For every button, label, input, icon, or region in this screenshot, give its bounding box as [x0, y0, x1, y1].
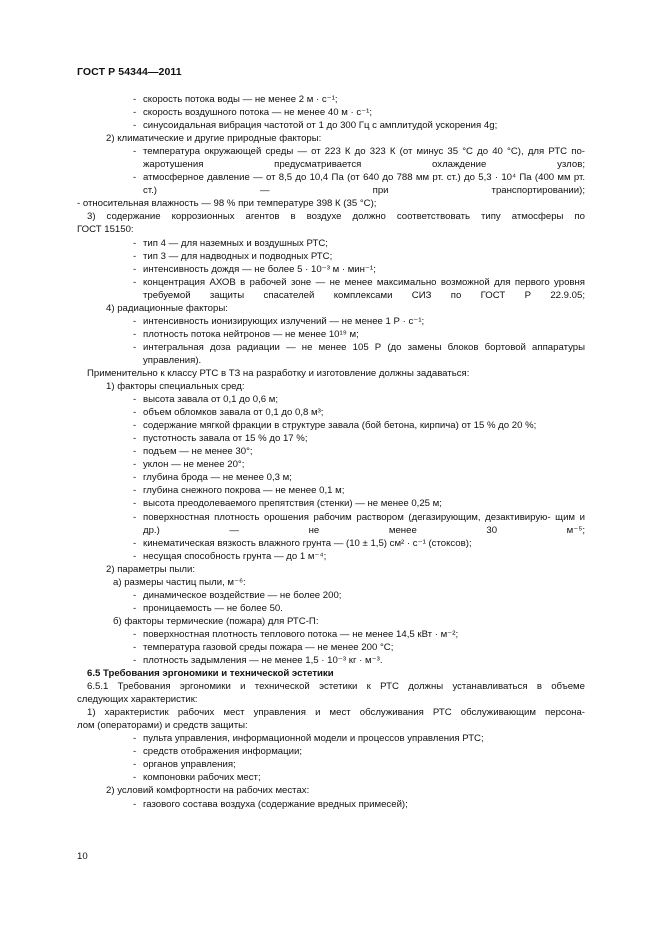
text-line: следующих характеристик: — [77, 694, 198, 706]
text-line: - относительная влажность — 98 % при температуре 398 К (35 °С); — [77, 198, 377, 210]
bullet-text: динамическое воздействие — не более 200; — [143, 589, 342, 601]
text-line: 1) факторы специальных сред: — [106, 381, 245, 393]
bullet-text: глубина брода — не менее 0,3 м; — [143, 472, 292, 484]
bullet-text: атмосферное давление — от 8,5 до 10,4 Па (от 640 до 788 мм рт. ст.) до 5,3 · 10⁴ Па (400 мм рт. ст.) — при транспортировании); — [143, 172, 585, 197]
dash-marker: - — [133, 250, 137, 262]
bullet-line — [77, 641, 585, 654]
bullet-line — [77, 589, 585, 602]
bullet-text: высота завала от 0,1 до 0,6 м; — [143, 394, 279, 406]
bullet-text: тип 4 — для наземных и воздушных РТС; — [143, 237, 328, 249]
bullet-text: тип 3 — для надводных и подводных РТС; — [143, 250, 333, 262]
bullet-line — [77, 328, 585, 341]
bullet-text: пульта управления, информационной модели и процессов управления РТС; — [143, 733, 484, 745]
dash-marker: - — [133, 146, 137, 158]
document-header: ГОСТ Р 54344—2011 — [77, 66, 182, 78]
bullet-line — [77, 445, 585, 458]
text-line: 6.5.1 Требования эргономики и технической эстетики к РТС должны устанавливаться в объеме — [87, 681, 585, 693]
bullet-text: поверхностная плотность теплового потока — не менее 14,5 кВт · м⁻²; — [143, 628, 459, 640]
dash-marker: - — [133, 733, 137, 745]
text-line: 2) климатические и другие природные факторы: — [106, 133, 322, 145]
bullet-line — [77, 484, 585, 497]
dash-marker: - — [133, 107, 137, 119]
bullet-line — [77, 432, 585, 445]
dash-marker: - — [133, 628, 137, 640]
dash-marker: - — [133, 341, 137, 353]
bullet-text: интенсивность ионизирующих излучений — не менее 1 Р · с⁻¹; — [143, 315, 425, 327]
bullet-line — [77, 798, 585, 811]
dash-marker: - — [133, 420, 137, 432]
bullet-text: высота преодолеваемого препятствия (стенки) — не менее 0,25 м; — [143, 498, 442, 510]
bullet-text: интегральная доза радиации — не менее 105 Р (до замены блоков бортовой аппаратуры управления). — [143, 341, 585, 366]
bullet-line — [77, 276, 585, 302]
dash-marker: - — [133, 511, 137, 523]
bullet-text: поверхностная плотность орошения рабочим раствором (дегазирующим, дезактивирую- щим и др.) — не менее 30 м⁻⁵; — [143, 511, 585, 536]
bullet-line — [77, 393, 585, 406]
dash-marker: - — [133, 446, 137, 458]
dash-marker: - — [133, 472, 137, 484]
dash-marker: - — [133, 328, 137, 340]
bullet-text: проницаемость — не более 50. — [143, 602, 283, 614]
dash-marker: - — [133, 276, 137, 288]
dash-marker: - — [133, 485, 137, 497]
page-number: 10 — [77, 851, 88, 862]
bullet-line — [77, 119, 585, 132]
bullet-line — [77, 237, 585, 250]
bullet-text: кинематическая вязкость влажного грунта — (10 ± 1,5) см² · с⁻¹ (стоксов); — [143, 537, 472, 549]
bullet-text: температура окружающей среды — от 223 К до 323 К (от минус 35 °С до 40 °С), для РТС по- жаротушения предусматривается охлаждение узлов; — [143, 146, 585, 171]
bullet-line — [77, 654, 585, 667]
bullet-line — [77, 315, 585, 328]
bullet-text: концентрация АХОВ в рабочей зоне — не менее максимально возможной для первого уровня требуемой защиты спасателей комплексами СИЗ по ГОСТ Р 22.9.05; — [143, 276, 585, 301]
bullet-text: плотность задымления — не менее 1,5 · 10⁻³ кг · м⁻³. — [143, 655, 383, 667]
dash-marker: - — [133, 172, 137, 184]
dash-marker: - — [133, 237, 137, 249]
bullet-text: глубина снежного покрова — не менее 0,1 м; — [143, 485, 345, 497]
text-line: 1) характеристик рабочих мест управления и мест обслуживания РТС обслуживающим персона- — [87, 707, 585, 719]
bullet-line — [77, 628, 585, 641]
bullet-text: скорость потока воды — не менее 2 м · с⁻¹; — [143, 94, 338, 105]
dash-marker: - — [133, 94, 137, 105]
text-line: 6.5 Требования эргономики и технической эстетики — [87, 668, 334, 680]
dash-marker: - — [133, 641, 137, 653]
dash-marker: - — [133, 433, 137, 445]
dash-marker: - — [133, 394, 137, 406]
bullet-line — [77, 250, 585, 263]
dash-marker: - — [133, 602, 137, 614]
bullet-line — [77, 406, 585, 419]
bullet-text: синусоидальная вибрация частотой от 1 до 300 Гц с амплитудой ускорения 4g; — [143, 120, 498, 132]
bullet-text: компоновки рабочих мест; — [143, 772, 261, 784]
bullet-line — [77, 732, 585, 745]
bullet-line — [77, 745, 585, 758]
dash-marker: - — [133, 498, 137, 510]
dash-marker: - — [133, 315, 137, 327]
bullet-text: объем обломков завала от 0,1 до 0,8 м³; — [143, 407, 324, 419]
bullet-text: пустотность завала от 15 % до 17 %; — [143, 433, 308, 445]
bullet-text: температура газовой среды пожара — не менее 200 °С; — [143, 641, 394, 653]
bullet-line — [77, 550, 585, 563]
bullet-line — [77, 497, 585, 510]
dash-marker: - — [133, 589, 137, 601]
bullet-line — [77, 471, 585, 484]
bullet-line — [77, 263, 585, 276]
text-line: а) размеры частиц пыли, м⁻⁶: — [113, 576, 246, 588]
dash-marker: - — [133, 759, 137, 771]
text-line: 2) условий комфортности на рабочих местах: — [106, 785, 310, 797]
bullet-text: уклон — не менее 20°; — [143, 459, 245, 471]
dash-marker: - — [133, 798, 137, 810]
bullet-line — [77, 511, 585, 537]
bullet-text: несущая способность грунта — до 1 м⁻⁴; — [143, 550, 327, 562]
bullet-line — [77, 537, 585, 550]
document-body — [77, 93, 585, 811]
bullet-line — [77, 106, 585, 119]
bullet-text: средств отображения информации; — [143, 746, 303, 758]
bullet-line — [77, 171, 585, 197]
text-line: б) факторы термические (пожара) для РТС-П: — [113, 615, 319, 627]
bullet-line — [77, 771, 585, 784]
dash-marker: - — [133, 120, 137, 132]
dash-marker: - — [133, 772, 137, 784]
dash-marker: - — [133, 263, 137, 275]
bullet-text: плотность потока нейтронов — не менее 10¹⁹ м; — [143, 328, 359, 340]
bullet-line — [77, 758, 585, 771]
bullet-line — [77, 419, 585, 432]
bullet-text: скорость воздушного потока — не менее 40 м · с⁻¹; — [143, 107, 373, 119]
bullet-line — [77, 93, 585, 106]
text-line: 4) радиационные факторы: — [106, 302, 228, 314]
bullet-text: интенсивность дождя — не более 5 · 10⁻³ м · мин⁻¹; — [143, 263, 376, 275]
text-line: 2) параметры пыли: — [106, 563, 196, 575]
dash-marker: - — [133, 655, 137, 667]
text-line: лом (операторами) и средств защиты: — [77, 720, 248, 732]
dash-marker: - — [133, 746, 137, 758]
dash-marker: - — [133, 459, 137, 471]
bullet-line — [77, 602, 585, 615]
text-line: Применительно к классу РТС в ТЗ на разработку и изготовление должны задаваться: — [87, 367, 470, 379]
bullet-text: подъем — не менее 30°; — [143, 446, 253, 458]
bullet-line — [77, 458, 585, 471]
text-line: 3) содержание коррозионных агентов в воздухе должно соответствовать типу атмосферы по — [87, 211, 585, 223]
bullet-text: содержание мягкой фракции в структуре завала (бой бетона, кирпича) от 15 % до 20 %; — [143, 420, 537, 432]
text-line: ГОСТ 15150: — [77, 224, 134, 236]
bullet-line — [77, 145, 585, 171]
dash-marker: - — [133, 537, 137, 549]
dash-marker: - — [133, 550, 137, 562]
bullet-line — [77, 341, 585, 367]
bullet-text: органов управления; — [143, 759, 236, 771]
bullet-text: газового состава воздуха (содержание вредных примесей); — [143, 798, 408, 810]
dash-marker: - — [133, 407, 137, 419]
